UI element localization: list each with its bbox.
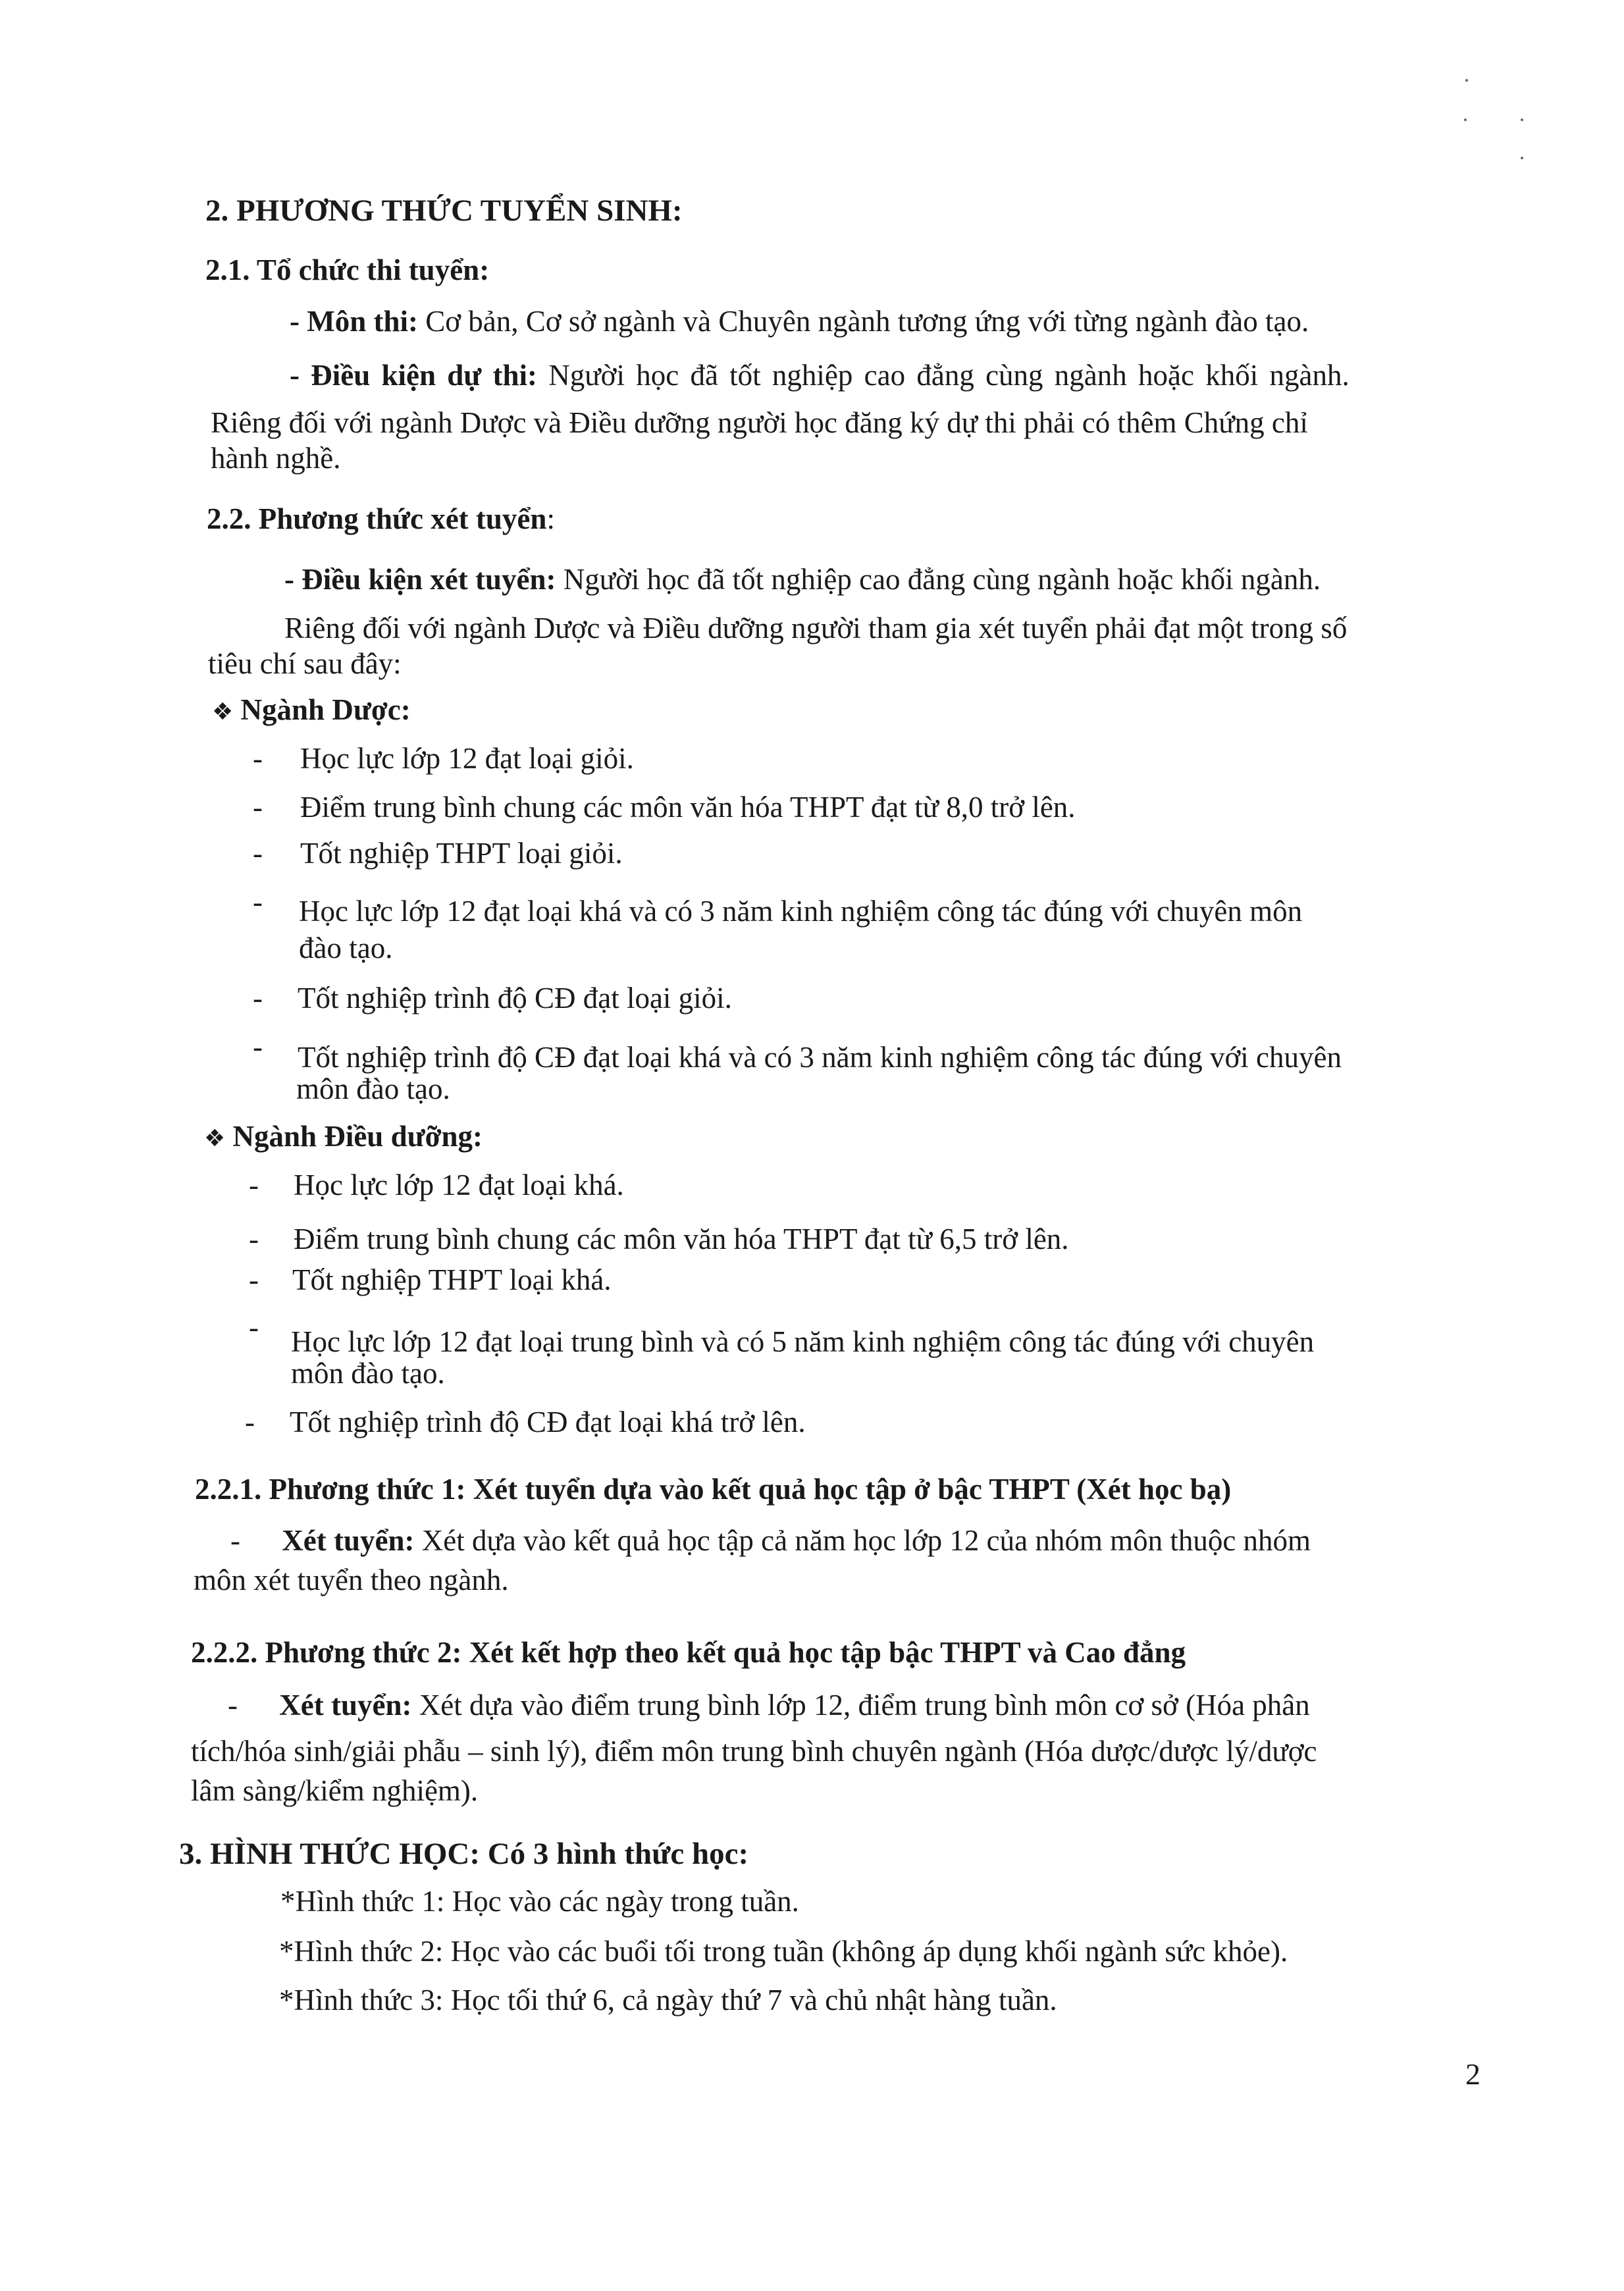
section-3-heading: 3. HÌNH THỨC HỌC: Có 3 hình thức học: [179, 1837, 749, 1871]
scan-speck [1521, 157, 1523, 159]
duoc-item-1: Học lực lớp 12 đạt loại giỏi. [300, 742, 634, 775]
duoc-item-3: Tốt nghiệp THPT loại giỏi. [300, 837, 623, 870]
section-2-2-2-paragraph [228, 1685, 1310, 1725]
list-dash: - [230, 1524, 240, 1557]
dieu-duong-item-2: Điểm trung bình chung các môn văn hóa THPT đạt từ 6,5 trở lên. [294, 1223, 1069, 1255]
duoc-item-2: Điểm trung bình chung các môn văn hóa THPT đạt từ 8,0 trở lên. [300, 791, 1076, 824]
duoc-item-4: Học lực lớp 12 đạt loại khá và có 3 năm kinh nghiệm công tác đúng với chuyên môn [299, 895, 1303, 928]
section-2-2-title-text: 2.2. Phương thức xét tuyển [207, 502, 547, 535]
section-2-2-2-title: 2.2.2. Phương thức 2: Xét kết hợp theo kết quả học tập bậc THPT và Cao đẳng [191, 1636, 1186, 1669]
section-2-heading: 2. PHƯƠNG THỨC TUYỂN SINH: [205, 194, 683, 228]
list-dash: - [249, 1223, 259, 1255]
list-dash: - [245, 1406, 255, 1438]
dieu-kien-du-thi-line-3: hành nghề. [211, 442, 341, 475]
list-dash: - [253, 885, 263, 918]
dieu-kien-du-thi-label: - Điều kiện dự thi: [290, 359, 538, 392]
dieu-duong-item-4-cont: môn đào tạo. [291, 1357, 445, 1390]
duoc-item-5: Tốt nghiệp trình độ CĐ đạt loại giỏi. [298, 982, 732, 1014]
list-dash: - [253, 1030, 263, 1063]
nganh-duoc-heading [212, 690, 411, 732]
section-2-1-title: 2.1. Tổ chức thi tuyển: [205, 253, 490, 286]
scan-speck [1464, 118, 1467, 121]
dieu-kien-xet-tuyen-label: - Điều kiện xét tuyển: [284, 563, 556, 596]
list-dash: - [253, 791, 263, 824]
section-2-2-title-colon: : [546, 502, 555, 535]
section-2-2-2-line-2: tích/hóa sinh/giải phẫu – sinh lý), điểm môn trung bình chuyên ngành (Hóa dược/dược lý/dược [191, 1735, 1317, 1768]
list-dash: - [249, 1169, 259, 1201]
dieu-kien-du-thi-line-2: Riêng đối với ngành Dược và Điều dưỡng người học đăng ký dự thi phải có thêm Chứng chỉ [211, 406, 1308, 439]
list-dash: - [228, 1689, 238, 1722]
xet-tuyen-text: Xét dựa vào kết quả học tập cả năm học lớp 12 của nhóm môn thuộc nhóm [414, 1524, 1311, 1557]
dieu-duong-item-1: Học lực lớp 12 đạt loại khá. [294, 1169, 624, 1201]
hinh-thuc-2: *Hình thức 2: Học vào các buổi tối trong tuần (không áp dụng khối ngành sức khỏe). [279, 1935, 1288, 1968]
list-dash: - [249, 1311, 259, 1344]
scan-speck [1465, 79, 1468, 82]
dieu-kien-du-thi-text: Người học đã tốt nghiệp cao đẳng cùng ngành hoặc khối ngành. [537, 359, 1349, 392]
dieu-kien-xet-tuyen-paragraph [284, 560, 1321, 599]
hinh-thuc-3: *Hình thức 3: Học tối thứ 6, cả ngày thứ 7 và chủ nhật hàng tuần. [279, 1984, 1057, 2016]
diamond-bullet-icon: ❖ [204, 1125, 226, 1152]
nganh-dieu-duong-heading [204, 1117, 483, 1159]
list-dash: - [253, 982, 263, 1014]
xet-tuyen-label: Xét tuyển: [279, 1689, 412, 1722]
section-2-2-1-title: 2.2.1. Phương thức 1: Xét tuyển dựa vào kết quả học tập ở bậc THPT (Xét học bạ) [195, 1473, 1232, 1506]
dieu-duong-item-4: Học lực lớp 12 đạt loại trung bình và có 5 năm kinh nghiệm công tác đúng với chuyên [291, 1325, 1315, 1358]
mon-thi-paragraph [290, 302, 1309, 341]
nganh-dieu-duong-title: Ngành Điều dưỡng: [232, 1120, 483, 1153]
rieng-line-1: Riêng đối với ngành Dược và Điều dưỡng người tham gia xét tuyển phải đạt một trong số [284, 612, 1348, 645]
list-dash: - [253, 742, 263, 775]
diamond-bullet-icon: ❖ [212, 698, 234, 725]
scan-speck [1521, 118, 1523, 121]
dieu-kien-xet-tuyen-text: Người học đã tốt nghiệp cao đẳng cùng ngành hoặc khối ngành. [556, 563, 1321, 596]
section-2-2-title [207, 499, 555, 539]
mon-thi-label: - Môn thi: [290, 305, 418, 338]
hinh-thuc-1: *Hình thức 1: Học vào các ngày trong tuần. [280, 1885, 799, 1918]
page-number: 2 [1465, 2057, 1480, 2091]
mon-thi-text: Cơ bản, Cơ sở ngành và Chuyên ngành tương ứng với từng ngành đào tạo. [418, 305, 1309, 338]
list-dash: - [253, 837, 263, 870]
rieng-line-2: tiêu chí sau đây: [208, 647, 402, 680]
list-dash: - [249, 1263, 259, 1296]
section-2-2-2-line-3: lâm sàng/kiểm nghiệm). [191, 1774, 479, 1807]
dieu-duong-item-5: Tốt nghiệp trình độ CĐ đạt loại khá trở lên. [290, 1406, 806, 1438]
nganh-duoc-title: Ngành Dược: [240, 693, 411, 726]
duoc-item-6: Tốt nghiệp trình độ CĐ đạt loại khá và có 3 năm kinh nghiệm công tác đúng với chuyên [298, 1041, 1342, 1074]
dieu-kien-du-thi-paragraph [290, 356, 1349, 395]
section-2-2-1-paragraph [230, 1521, 1311, 1560]
section-2-2-1-line-2: môn xét tuyển theo ngành. [194, 1564, 509, 1596]
xet-tuyen-label: Xét tuyển: [282, 1524, 415, 1557]
duoc-item-6-cont: môn đào tạo. [296, 1072, 450, 1105]
dieu-duong-item-3: Tốt nghiệp THPT loại khá. [292, 1263, 612, 1296]
xet-tuyen-text: Xét dựa vào điểm trung bình lớp 12, điểm trung bình môn cơ sở (Hóa phân [411, 1689, 1310, 1722]
duoc-item-4-cont: đào tạo. [299, 932, 393, 964]
